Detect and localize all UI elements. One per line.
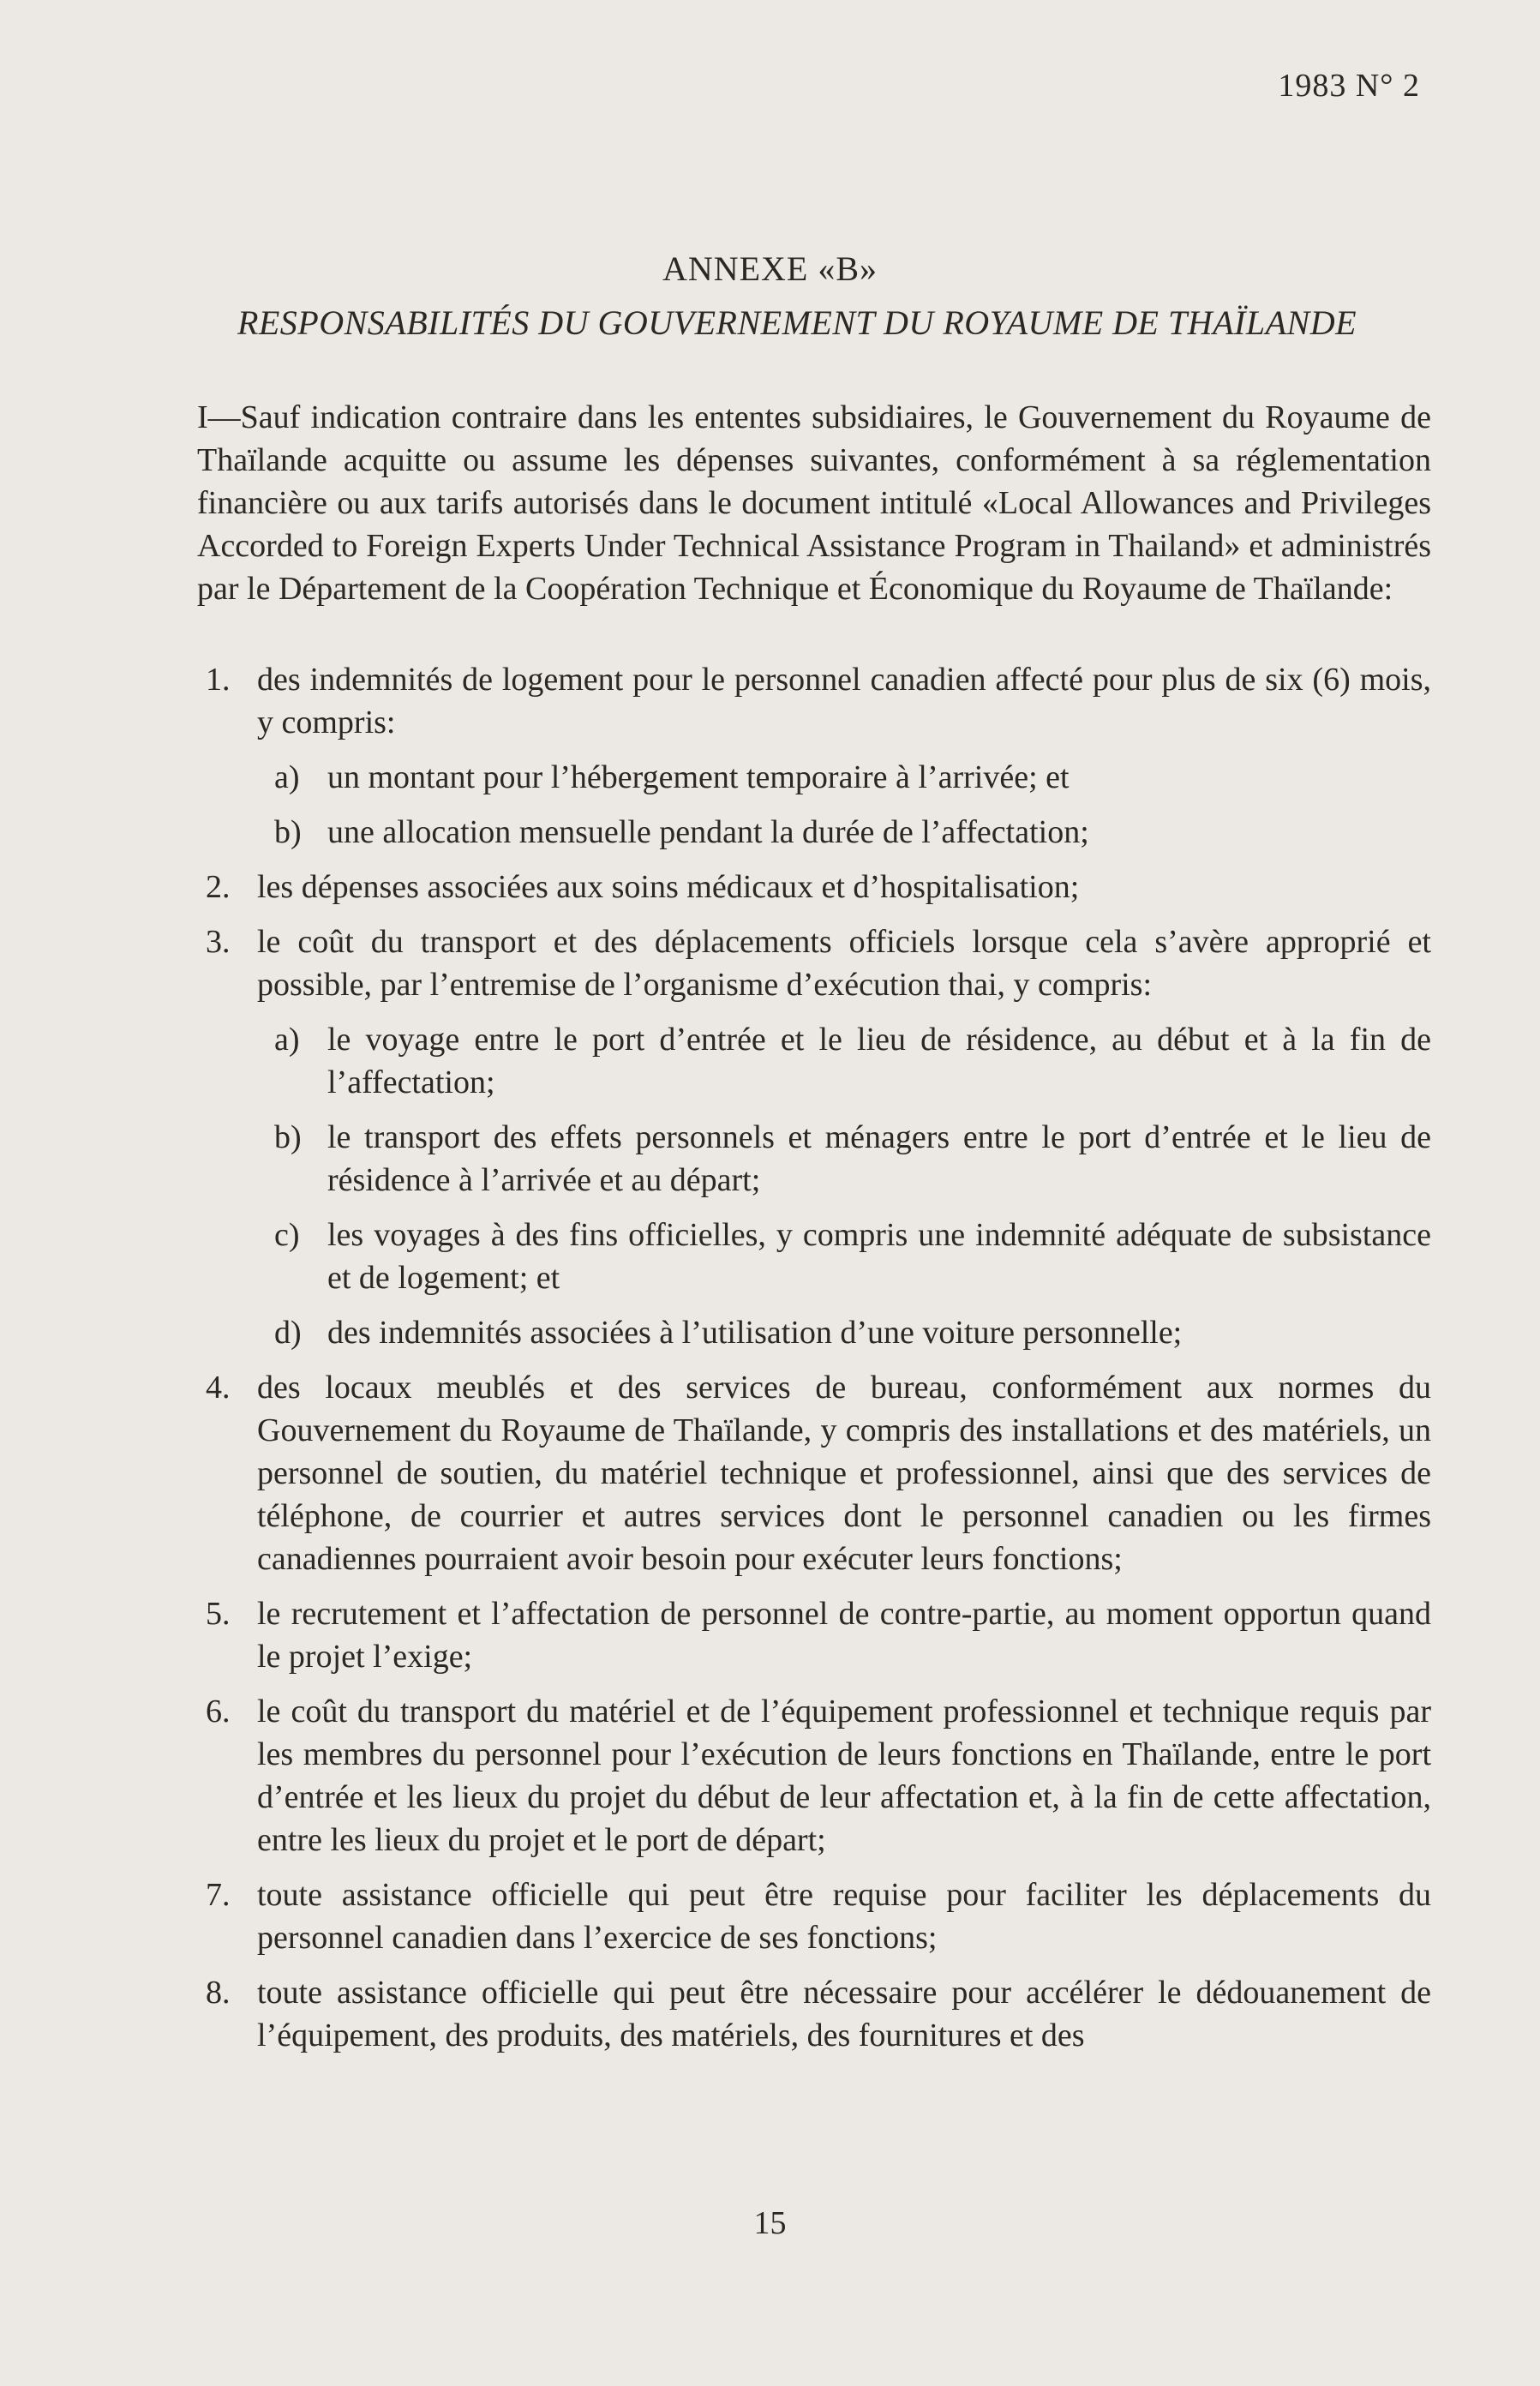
sub-item-letter: a)	[274, 759, 300, 795]
sub-item-letter: b)	[274, 814, 302, 850]
sub-item	[197, 1214, 1431, 1299]
sub-item-text: le voyage entre le port d’entrée et le lieu de résidence, au début et à la fin de l’affectation;	[327, 1022, 1431, 1100]
item-text: toute assistance officielle qui peut être requise pour faciliter les déplacements du personnel canadien dans l’exercice de ses fonctions;	[257, 1877, 1431, 1956]
sub-item-text: les voyages à des fins officielles, y compris une indemnité adéquate de subsistance et de logement; et	[327, 1217, 1431, 1296]
item-number: 1.	[206, 662, 231, 698]
item-number: 3.	[206, 924, 231, 960]
sub-item-text: un montant pour l’hébergement temporaire à l’arrivée; et	[327, 759, 1070, 795]
list-item	[197, 1873, 1431, 1959]
sub-item	[197, 1018, 1431, 1104]
sub-item-letter: b)	[274, 1119, 302, 1155]
item-number: 7.	[206, 1877, 231, 1913]
item-text: toute assistance officielle qui peut être nécessaire pour accélérer le dédouanement de l’équipement, des produits, des matériels, des fournitures et des	[257, 1975, 1431, 2053]
item-text: le recrutement et l’affectation de personnel de contre-partie, au moment opportun quand le projet l’exige;	[257, 1596, 1431, 1675]
item-number: 5.	[206, 1596, 231, 1632]
intro-paragraph: I—Sauf indication contraire dans les ententes subsidiaires, le Gouvernement du Royaume de Thaïlande acquitte ou assume les dépenses suivantes, conformément à sa réglementation financière ou aux tarifs autorisés dans le document intitulé «Local Allowances and Privileges Accorded to Foreign Experts Under Technical Assistance Program in Thailand» et administrés par le Département de la Coopération Technique et Économique du Royaume de Thaïlande:	[197, 399, 1431, 607]
list-item	[197, 1690, 1431, 1861]
list-item	[197, 866, 1431, 908]
page-number: 15	[753, 2205, 787, 2241]
responsibility-list	[197, 658, 1431, 2069]
list-item	[197, 658, 1431, 744]
list-item	[197, 1592, 1431, 1678]
item-text: les dépenses associées aux soins médicaux et d’hospitalisation;	[257, 869, 1080, 905]
item-number: 6.	[206, 1694, 231, 1730]
item-number: 4.	[206, 1370, 231, 1406]
header-reference: 1983 N° 2	[1278, 68, 1420, 104]
list-item	[197, 1971, 1431, 2057]
sub-item	[197, 1116, 1431, 1202]
sub-item	[197, 811, 1431, 854]
list-item	[197, 1366, 1431, 1580]
sub-item-letter: a)	[274, 1022, 300, 1058]
item-text: le coût du transport et des déplacements officiels lorsque cela s’avère approprié et possible, par l’entremise de l’organisme d’exécution thai, y compris:	[257, 924, 1431, 1003]
item-text: le coût du transport du matériel et de l’équipement professionnel et technique requis par les membres du personnel pour l’exécution de leurs fonctions en Thaïlande, entre le port d’entrée et les lieux du projet du début de leur affectation et, à la fin de cette affectation, entre les lieux du projet et le port de départ;	[257, 1694, 1431, 1858]
item-text: des locaux meublés et des services de bureau, conformément aux normes du Gouvernement du Royaume de Thaïlande, y compris des installations et des matériels, un personnel de soutien, du matériel technique et professionnel, ainsi que des services de téléphone, de courrier et autres services dont le personnel canadien ou les firmes canadiennes pourraient avoir besoin pour exécuter leurs fonctions;	[257, 1370, 1431, 1577]
list-item	[197, 920, 1431, 1006]
annex-subtitle: RESPONSABILITÉS DU GOUVERNEMENT DU ROYAUME DE THAÏLANDE	[237, 303, 1357, 342]
annex-title: ANNEXE «B»	[662, 249, 878, 288]
sub-item-text: des indemnités associées à l’utilisation d’une voiture personnelle;	[327, 1315, 1183, 1351]
sub-item-text: une allocation mensuelle pendant la durée de l’affectation;	[327, 814, 1089, 850]
sub-item-text: le transport des effets personnels et ménagers entre le port d’entrée et le lieu de résidence à l’arrivée et au départ;	[327, 1119, 1431, 1198]
item-text: des indemnités de logement pour le personnel canadien affecté pour plus de six (6) mois, y compris:	[257, 662, 1431, 740]
item-number: 2.	[206, 869, 231, 905]
item-number: 8.	[206, 1975, 231, 2011]
sub-item-letter: c)	[274, 1217, 300, 1253]
sub-item-letter: d)	[274, 1315, 302, 1351]
sub-item	[197, 1311, 1431, 1354]
sub-item	[197, 756, 1431, 799]
